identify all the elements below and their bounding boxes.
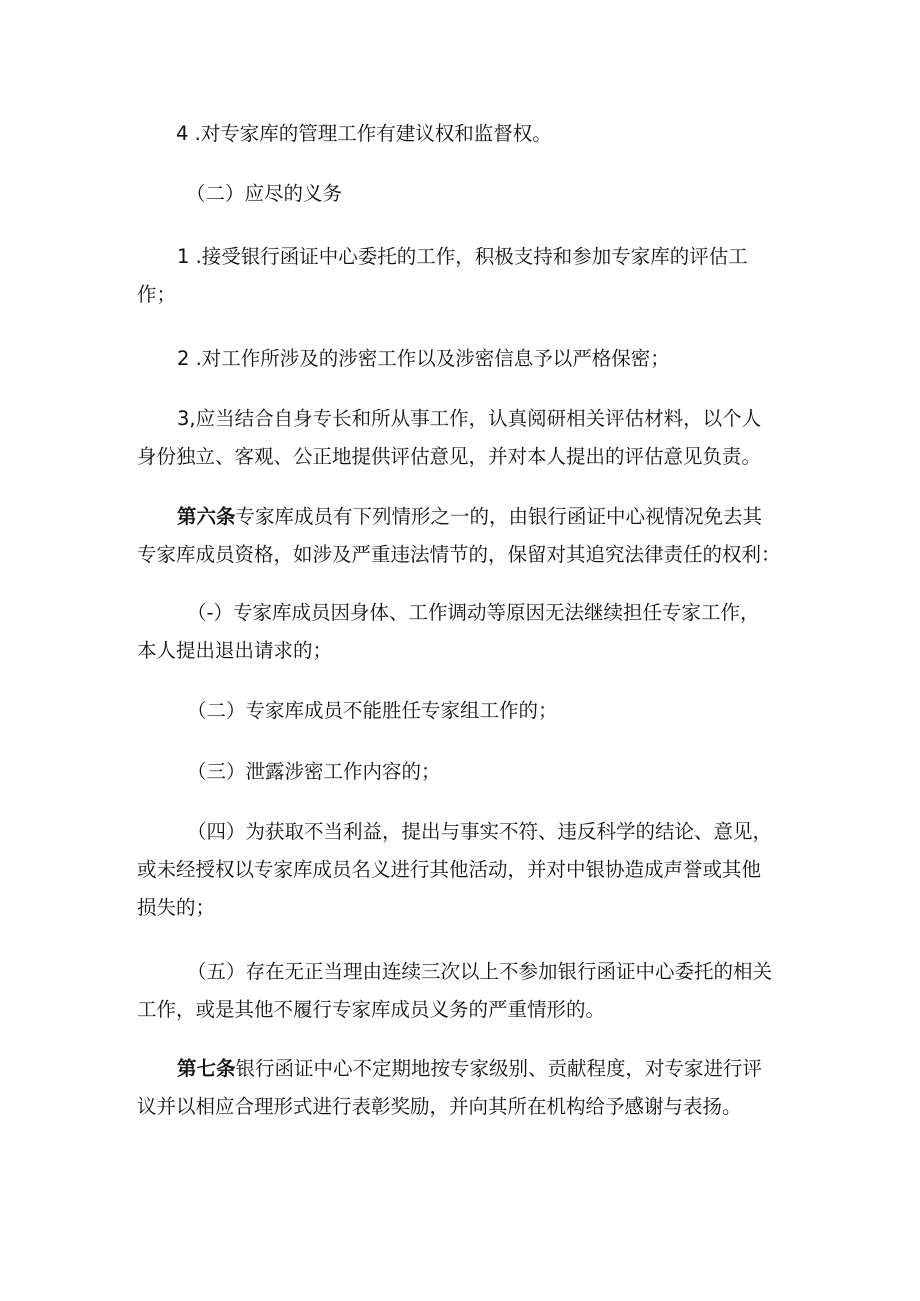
paragraph-duty-3 [137, 400, 797, 476]
article-6-item-1 [137, 594, 797, 670]
text-line: （-）专家库成员因身体、工作调动等原因无法继续担任专家工作， [187, 601, 760, 624]
article-6-item-2 [137, 692, 797, 730]
text-line: 1 .接受银行函证中心委托的工作，积极支持和参加专家库的评估工 [177, 245, 748, 268]
text-line: 4 .对专家库的管理工作有建议权和监督权。 [176, 122, 552, 145]
text-line: 2 .对工作所涉及的涉密工作以及涉密信息予以严格保密； [177, 347, 670, 370]
article-6-heading: 第六条 [177, 505, 236, 528]
text-line: （三）泄露涉密工作内容的； [187, 760, 441, 783]
text-line: 或未经授权以专家库成员名义进行其他活动，并对中银协造成声誉或其他 [137, 858, 762, 881]
article-6-item-3 [137, 753, 797, 791]
paragraph-duty-1 [137, 238, 797, 314]
text-line: 工作，或是其他不履行专家库成员义务的严重情形的。 [137, 998, 606, 1021]
text-line: 3,应当结合自身专长和所从事工作，认真阅研相关评估材料，以个人 [177, 407, 762, 430]
article-6 [137, 498, 797, 574]
text-line: 议并以相应合理形式进行表彰奖励，并向其所在机构给予感谢与表扬。 [137, 1095, 742, 1118]
section-heading-duties [186, 175, 846, 213]
text-line: （四）为获取不当利益，提出与事实不符、违反科学的结论、意见， [187, 820, 773, 843]
text-line: （二）应尽的义务 [186, 182, 343, 205]
text-line: （二）专家库成员不能胜任专家组工作的； [187, 699, 558, 722]
text-line: 身份独立、客观、公正地提供评估意见，并对本人提出的评估意见负责。 [137, 445, 762, 468]
paragraph-right-4 [176, 115, 836, 153]
text-line: 作； [137, 283, 177, 306]
text-line: 本人提出退出请求的； [137, 639, 333, 662]
article-7 [137, 1050, 797, 1126]
paragraph-duty-2 [137, 340, 797, 378]
text-line: 银行函证中心不定期地按专家级别、贡献程度，对专家进行评 [235, 1057, 763, 1080]
article-6-item-4 [137, 813, 797, 927]
text-line: 损失的； [137, 896, 216, 919]
article-6-item-5 [137, 953, 797, 1029]
text-line: （五）存在无正当理由连续三次以上不参加银行函证中心委托的相关 [187, 960, 773, 983]
text-line: 专家库成员资格，如涉及严重违法情节的，保留对其追究法律责任的权利： [137, 543, 781, 566]
text-line: 专家库成员有下列情形之一的，由银行函证中心视情况免去其 [235, 505, 763, 528]
article-7-heading: 第七条 [177, 1057, 236, 1080]
